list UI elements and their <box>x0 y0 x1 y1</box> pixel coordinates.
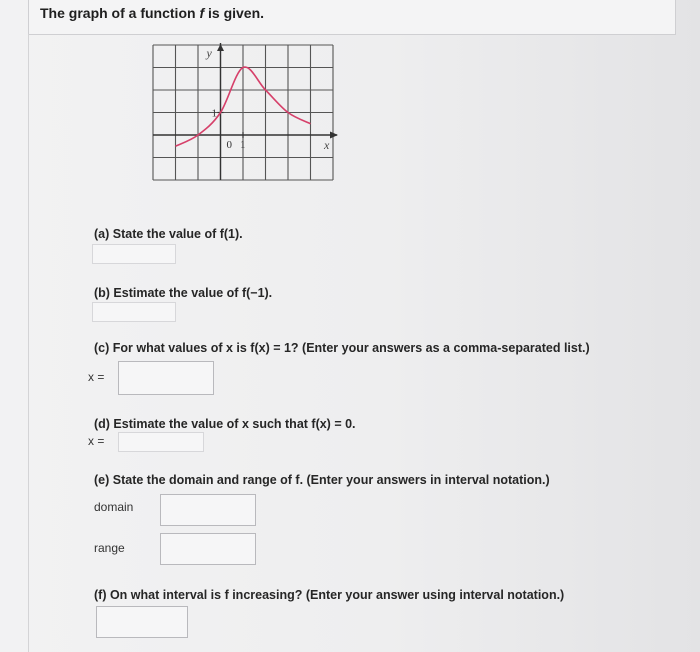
answer-b-input[interactable] <box>92 302 176 322</box>
x-axis-label: x <box>324 138 330 152</box>
question-d: (d) Estimate the value of x such that f(x) = 0. <box>94 417 356 431</box>
answer-c-input[interactable] <box>118 361 214 395</box>
x-axis-arrow-icon <box>330 132 338 139</box>
question-a: (a) State the value of f(1). <box>94 227 243 241</box>
left-divider <box>28 34 29 652</box>
graph-svg <box>150 42 340 212</box>
domain-input[interactable] <box>160 494 256 526</box>
x-tick-label-1: 1 <box>240 139 246 151</box>
range-input[interactable] <box>160 533 256 565</box>
question-c: (c) For what values of x is f(x) = 1? (Enter your answers as a comma-separated list.) <box>94 341 590 355</box>
question-b: (b) Estimate the value of f(−1). <box>94 286 273 300</box>
grid <box>153 45 333 180</box>
problem-heading: The graph of a function f is given. <box>40 5 265 21</box>
y-tick-label-1: 1 <box>211 107 217 120</box>
answer-d-input[interactable] <box>118 432 204 452</box>
answer-a-input[interactable] <box>92 244 176 264</box>
origin-tick-label: 0 <box>226 139 232 151</box>
question-e: (e) State the domain and range of f. (Enter your answers in interval notation.) <box>94 473 550 487</box>
function-graph <box>150 42 340 212</box>
range-label: range <box>94 541 125 555</box>
answer-c-label: x = <box>88 370 105 384</box>
y-axis-label: y <box>206 46 212 60</box>
domain-label: domain <box>94 500 134 514</box>
answer-d-label: x = <box>88 434 105 448</box>
answer-f-input[interactable] <box>96 606 188 638</box>
question-f: (f) On what interval is f increasing? (Enter your answer using interval notation.) <box>94 588 565 602</box>
